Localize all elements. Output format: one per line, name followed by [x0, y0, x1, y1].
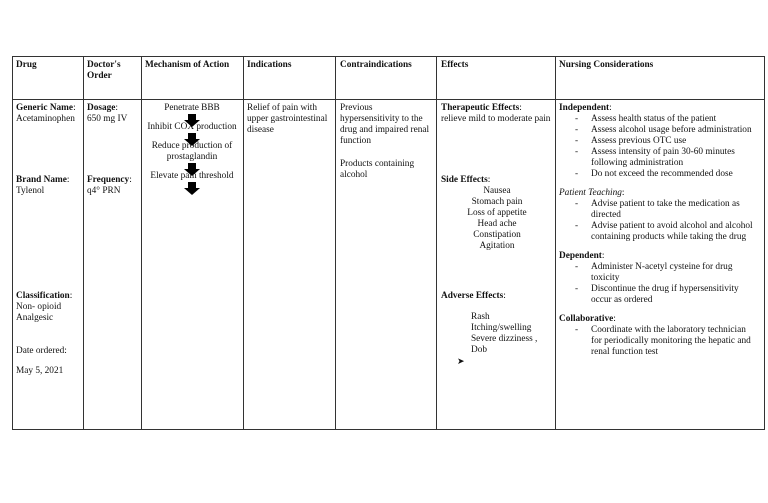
frequency-label: Frequency	[87, 175, 130, 185]
side-effects-list	[441, 186, 553, 252]
brand-name-value: Tylenol	[16, 186, 45, 196]
header-mechanism: Mechanism of Action	[145, 60, 230, 70]
collaborative-list	[559, 325, 759, 358]
col-border-6	[555, 56, 556, 430]
mechanism-step-2: Inhibit COX production	[147, 122, 237, 132]
classification-block: Classification: Non- opioid Analgesic	[16, 291, 82, 324]
list-item: - Assess intensity of pain 30-60 minutes following administration	[559, 147, 759, 169]
frequency-value: q4° PRN	[87, 186, 121, 196]
header-drug: Drug	[16, 60, 37, 70]
classification-label: Classification	[16, 291, 70, 301]
patient-teaching-label: Patient Teaching	[559, 188, 622, 198]
brand-name-label: Brand Name	[16, 175, 67, 185]
mechanism-step-4: Elevate pain threshold	[150, 171, 234, 181]
list-item: Loss of appetite	[467, 208, 527, 218]
col-border-1	[83, 56, 84, 430]
list-item: - Advise patient to avoid alcohol and alcohol containing products while taking the drug	[559, 221, 759, 243]
list-item: - Assess alcohol usage before administration	[559, 125, 759, 136]
classification-value: Non- opioid Analgesic	[16, 302, 62, 323]
col-border-0	[12, 56, 13, 430]
independent-list	[559, 114, 759, 180]
col-border-3	[243, 56, 244, 430]
patient-teaching-list	[559, 199, 759, 243]
col-border-7	[764, 56, 765, 430]
generic-name-label: Generic Name	[16, 103, 74, 113]
frequency-block: Frequency: q4° PRN	[87, 175, 141, 197]
generic-name-value: Acetaminophen	[16, 114, 75, 124]
table-top-border	[12, 56, 764, 57]
arrowhead-bullet-icon: ➤	[457, 356, 465, 366]
list-item: Head ache	[477, 219, 517, 229]
side-effects-label: Side Effects	[441, 175, 488, 185]
table-bottom-border	[12, 429, 764, 430]
down-arrow-icon	[184, 182, 200, 194]
adverse-effects-label: Adverse Effects	[441, 291, 504, 301]
header-doctors-order: Doctor's Order	[87, 60, 121, 81]
brand-name-block: Brand Name: Tylenol	[16, 175, 82, 197]
list-item: - Administer N-acetyl cysteine for drug toxicity	[559, 262, 759, 284]
adverse-effects-block: Adverse Effects: Rash Itching/swelling Severe dizziness , Dob ➤	[441, 291, 553, 368]
nursing-considerations: Independent: - Assess health status of the patient - Assess alcohol usage before administration - Assess previous OTC use - Assess intensity of pain 30-60 minutes following administration - Do not exceed the recommended dose Patient Teaching: - Advise patient to take the medication as directed - Advise patient to avoid alcohol and alcohol containing products while taking the drug Dependent: - Administer N-acetyl cysteine for drug toxicity - Discontinue the drug if hypersensitivity occur as ordered Collaborative: - Coordinate with the laboratory technician for periodically monitoring the hepatic and renal function test	[559, 103, 759, 358]
dependent-label: Dependent	[559, 251, 602, 261]
list-item: - Advise patient to take the medication as directed	[559, 199, 759, 221]
contraindication-2: Products containing alcohol	[340, 159, 415, 180]
mechanism-step-3: Reduce production of prostaglandin	[151, 141, 233, 162]
down-arrow-icon	[184, 163, 200, 175]
list-item: Stomach pain	[471, 197, 523, 207]
indications-text: Relief of pain with upper gastrointestinal disease	[247, 103, 328, 135]
mechanism-flow	[143, 103, 241, 194]
list-item: - Assess health status of the patient	[559, 114, 759, 125]
adverse-effects-list	[441, 312, 553, 356]
list-item: - Discontinue the drug if hypersensitivity occur as ordered	[559, 284, 759, 306]
list-item: - Coordinate with the laboratory technician for periodically monitoring the hepatic and renal function test	[559, 325, 759, 358]
list-item: Itching/swelling	[471, 323, 532, 333]
col-border-4	[335, 56, 336, 430]
contraindication-1: Previous hypersensitivity to the drug and impaired renal function	[340, 103, 430, 146]
down-arrow-icon	[184, 133, 200, 145]
collaborative-label: Collaborative	[559, 314, 614, 324]
list-item: Dob	[471, 345, 488, 355]
list-item: Rash	[471, 312, 490, 322]
list-item: - Do not exceed the recommended dose	[559, 169, 759, 180]
therapeutic-effects-value: relieve mild to moderate pain	[441, 114, 551, 124]
col-border-5	[436, 56, 437, 430]
header-contraindications: Contraindications	[340, 60, 412, 70]
list-item: Agitation	[479, 241, 515, 251]
header-indications: Indications	[247, 60, 292, 70]
dosage-block: Dosage: 650 mg IV	[87, 103, 141, 125]
list-item: - Assess previous OTC use	[559, 136, 759, 147]
date-ordered-value: May 5, 2021	[16, 366, 64, 376]
therapeutic-effects-block: Therapeutic Effects: relieve mild to moderate pain	[441, 103, 553, 125]
col-border-2	[141, 56, 142, 430]
independent-label: Independent	[559, 103, 610, 113]
list-item: Nausea	[483, 186, 511, 196]
dependent-list	[559, 262, 759, 306]
header-effects: Effects	[441, 60, 469, 70]
dosage-value: 650 mg IV	[87, 114, 128, 124]
date-ordered-label: Date ordered:	[16, 346, 67, 356]
header-row-divider	[12, 99, 764, 100]
header-nursing: Nursing Considerations	[559, 60, 654, 70]
down-arrow-icon	[184, 114, 200, 126]
mechanism-step-1: Penetrate BBB	[164, 103, 220, 113]
therapeutic-effects-label: Therapeutic Effects	[441, 103, 520, 113]
generic-name-block: Generic Name: Acetaminophen	[16, 103, 82, 125]
list-item: Constipation	[473, 230, 521, 240]
list-item: Severe dizziness ,	[471, 334, 538, 344]
dosage-label: Dosage	[87, 103, 116, 113]
side-effects-block: Side Effects: Nausea Stomach pain Loss of appetite Head ache Constipation Agitation	[441, 175, 553, 252]
